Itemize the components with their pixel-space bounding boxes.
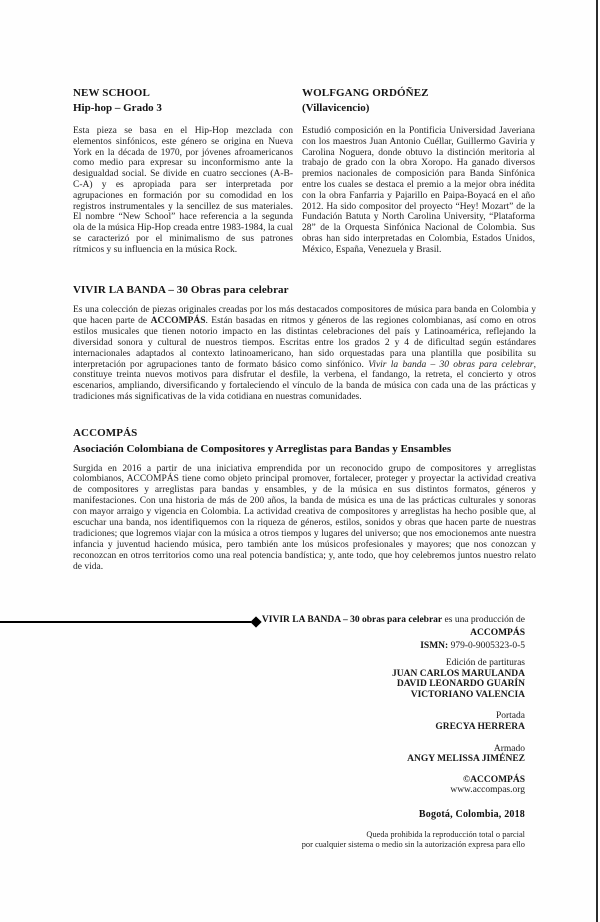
page-edge-line xyxy=(596,0,598,922)
credit-role: Edición de partituras xyxy=(445,658,525,668)
piece-grade: Hip-hop – Grado 3 xyxy=(73,102,162,114)
credit-role: Armado xyxy=(493,743,525,754)
publisher-block xyxy=(195,775,525,796)
composer-section xyxy=(302,86,535,256)
publisher-name: ©ACCOMPÁS xyxy=(463,774,525,785)
publisher-website: www.accompas.org xyxy=(450,785,525,796)
credit-group-edition xyxy=(195,658,525,700)
producer-name-text: ACCOMPÁS xyxy=(470,628,525,638)
composer-city: (Villavicencio) xyxy=(302,102,370,114)
disclaimer-line: Queda prohibida la reproducción total o parcial xyxy=(366,829,525,839)
association-acronym: ACCOMPÁS xyxy=(73,427,138,439)
credit-name: ANGY MELISSA JIMÉNEZ xyxy=(407,754,525,765)
credit-name: DAVID LEONARDO GUARÍN xyxy=(396,679,525,690)
ismn-line xyxy=(195,640,525,653)
production-title: VIVIR LA BANDA – 30 obras para celebrar xyxy=(261,615,443,625)
production-block xyxy=(195,614,525,653)
composer-name: WOLFGANG ORDÓÑEZ xyxy=(302,87,429,99)
copyright-disclaimer xyxy=(195,830,525,849)
ismn-value: 979-0-9005323-0-5 xyxy=(448,641,525,651)
ismn-label: ISMN: xyxy=(420,641,449,651)
production-line-rest: es una producción de xyxy=(442,615,525,625)
credit-group-cover xyxy=(195,711,525,732)
piece-description: Esta pieza se basa en el Hip-Hop mezclada con elementos sinfónicos, este género se origina en Nueva York en la década de 1970, por jóvenes afroamericanos como medio para expresar su inconformismo ante la desigualdad social. Se divide en cuatro secciones (A-B-C-A) y es apropiada para ser interpretada por agrupaciones en formación por su comodidad en los registros instrumentales y la sencillez de sus materiales. El nombre “New School” hace referencia a la segunda ola de la música Hip-Hop creada entre 1983-1984, la cual se caracterizó por el minimalismo de sus patrones rítmicos y su influencia en la música Rock. xyxy=(73,126,293,255)
credit-name: VICTORIANO VALENCIA xyxy=(410,689,525,700)
association-fullname: Asociación Colombiana de Compositores y Arreglistas para Bandas y Ensambles xyxy=(73,442,452,455)
piece-title: NEW SCHOOL xyxy=(73,87,150,99)
credit-name: JUAN CARLOS MARULANDA xyxy=(392,668,525,679)
composer-bio: Estudió composición en la Pontificia Universidad Javeriana con los maestros Juan Antonio Cuéllar, Guillermo Gaviria y Carolina Noguera, donde obtuvo la distinción meritoria al trabajo de grado con la obra Xoropo. Ha ganado diversos premios nacionales de composición para Banda Sinfónica entre los cuales se destaca el premio a la mejor obra inédita con la obra Fanfarria y Pajarillo en Paipa-Boyacá en el año 2012. Ha sido compositor del proyecto “Hey! Mozart” de la Fundación Batuta y North Carolina University, “Plataforma 28” de la Orquesta Sinfónica Nacional de Colombia. Sus obras han sido interpretadas en Colombia, Estados Unidos, México, España, Venezuela y Brasil. xyxy=(302,126,535,255)
credit-group-assembly xyxy=(195,744,525,765)
intro-columns xyxy=(73,86,535,256)
collection-description: Es una colección de piezas originales creadas por los más destacados compositores de música para banda en Colombia y que hacen parte de ACCOMPÁS. Están basadas en ritmos y géneros de las regiones colombianas, así como en otros estilos musicales que tienen notorio impacto en las distintas celebraciones del país y Latinoamérica, reflejando la diversidad sonora y cultural de nuestros tiempos. Escritas entre los grados 2 y 4 de dificultad según estándares internacionales adaptados al contexto latinoamericano, han sido orquestadas para una plantilla que posibilita su interpretación por agrupaciones tanto de formato básico como sinfónico. Vivir la banda – 30 obras para celebrar, constituye treinta nuevos motivos para disfrutar el desfile, la verbena, el fandango, la retreta, el concierto y otros escenarios, ampliando, diversificando y fortaleciendo el vínculo de la banda de música con cada una de las prácticas y tradiciones más significativas de la vida cotidiana en nuestras comunidades. xyxy=(73,305,536,403)
collection-title: VIVIR LA BANDA – 30 Obras para celebrar xyxy=(73,284,289,296)
place-date: Bogotá, Colombia, 2018 xyxy=(418,808,525,820)
collection-section xyxy=(73,283,536,403)
piece-section xyxy=(73,86,293,256)
disclaimer-line: por cualquier sistema o medio sin la autorización expresa para ello xyxy=(301,839,525,849)
credit-name: GRECYA HERRERA xyxy=(435,721,525,732)
colophon xyxy=(195,614,525,849)
association-section xyxy=(73,426,536,573)
credit-role: Portada xyxy=(495,711,525,722)
association-description: Surgida en 2016 a partir de una iniciativa emprendida por un reconocido grupo de compositores y arreglistas colombianos, ACCOMPÁS tiene como objeto principal promover, fortalecer, proteger y proyectar la actividad creativa de compositores y arreglistas para bandas y ensambles, y de la música en sus distintos formatos, géneros y manifestaciones. Con una historia de más de 200 años, la banda de música es una de las prácticas culturales y sonoras con mayor arraigo y vigencia en Colombia. La actividad creativa de compositores y arreglistas ha hecho posible que, al escuchar una banda, nos identifiquemos con la riqueza de géneros, estilos, sonidos y obras que hacen parte de nuestras tradiciones; que logremos viajar con la música a otros tiempos y lugares del universo; que nos emocionemos ante nuestra infancia y juventud haciendo música, pero también ante los músicos profesionales y mayores; que nos conozcan y reconozcan en otros territorios como una real potencia bandística; y, ante todo, que hoy celebremos juntos nuestro relato de vida. xyxy=(73,463,536,572)
producer-name xyxy=(195,627,525,640)
production-line xyxy=(195,614,525,627)
